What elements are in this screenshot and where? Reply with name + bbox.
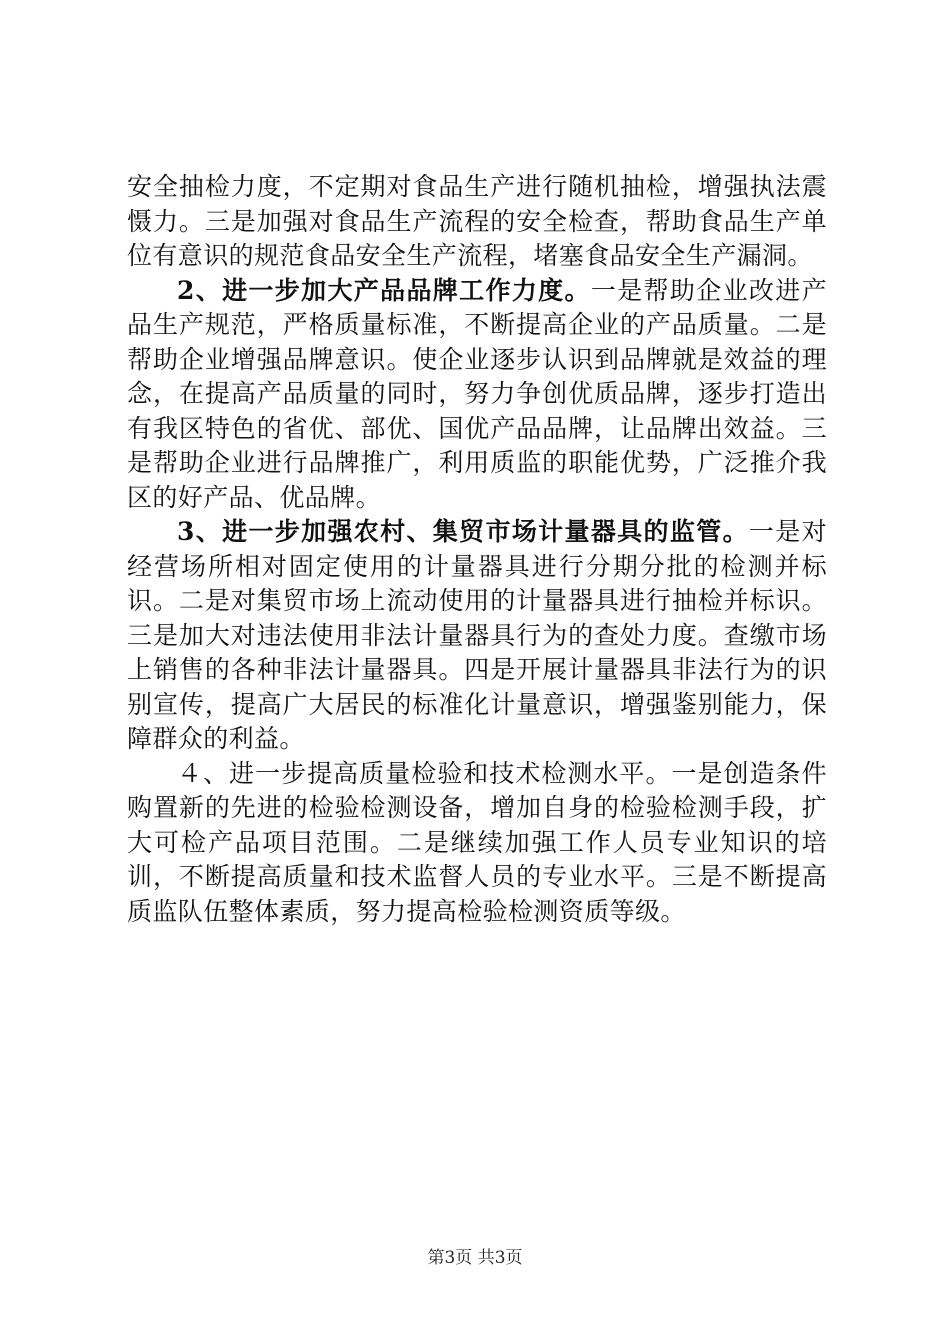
paragraph-brand-work [127,274,827,516]
paragraph-heading: 2、进一步加大产品品牌工作力度。 [177,275,591,305]
paragraph-measuring-instruments [127,515,827,757]
paragraph-body: 一是对经营场所相对固定使用的计量器具进行分期分批的检测并标识。二是对集贸市场上流动使用的计量器具进行抽检并标识。三是加大对违法使用非法计量器具行为的查处力度。查缴市场上销售的各种非法计量器具。四是开展计量器具非法行为的识别宣传，提高广大居民的标准化计量意识，增强鉴别能力，保障群众的利益。 [127,517,828,753]
paragraph-body: ４、进一步提高质量检验和技术检测水平。一是创造条件购置新的先进的检验检测设备，增加自身的检验检测手段，扩大可检产品项目范围。二是继续加强工作人员专业知识的培训，不断提高质量和技术监督人员的专业水平。三是不断提高质监队伍整体素质，努力提高检验检测资质等级。 [127,758,827,926]
paragraph-food-safety-continued [127,170,827,274]
paragraph-heading: 3、进一步加强农村、集贸市场计量器具的监管。 [177,517,749,546]
page-footer: 第3页 共3页 [427,1248,523,1268]
paragraph-inspection-level [127,757,827,930]
paragraph-body: 一是帮助企业改进产品生产规范，严格质量标准，不断提高企业的产品质量。二是帮助企业增强品牌意识。使企业逐步认识到品牌就是效益的理念，在提高产品质量的同时，努力争创优质品牌，逐步打造出有我区特色的省优、部优、国优产品品牌，让品牌出效益。三是帮助企业进行品牌推广，利用质监的职能优势，广泛推介我区的好产品、优品牌。 [127,275,827,512]
document-body [127,170,827,929]
paragraph-body: 安全抽检力度，不定期对食品生产进行随机抽检，增强执法震慑力。三是加强对食品生产流程的安全检查，帮助食品生产单位有意识的规范食品安全生产流程，堵塞食品安全生产漏洞。 [127,172,827,270]
